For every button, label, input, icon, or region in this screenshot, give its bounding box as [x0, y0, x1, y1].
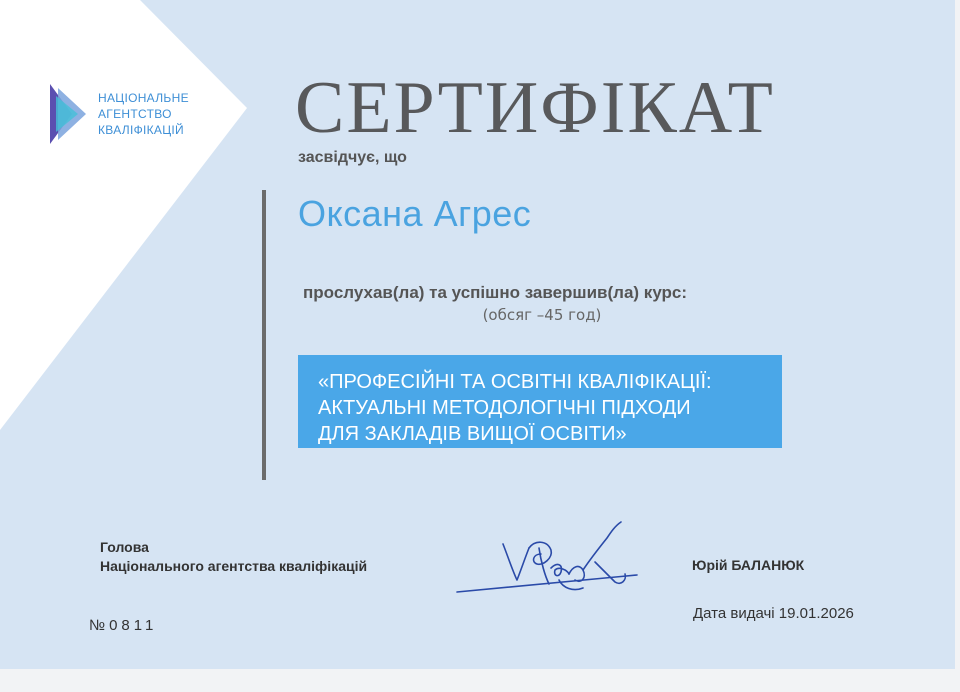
agency-logo — [48, 82, 189, 146]
vertical-divider — [262, 190, 266, 480]
logo-line-1: НАЦІОНАЛЬНЕ — [98, 91, 189, 105]
logo-chevron-icon — [48, 82, 90, 146]
course-volume: (обсяг –45 год) — [482, 306, 602, 324]
signer-name: Юрій БАЛАНЮК — [692, 557, 805, 573]
recipient-name: Оксана Агрес — [298, 193, 532, 234]
handwritten-signature — [455, 518, 640, 598]
certificate-number: №0811 — [89, 617, 158, 634]
issue-date: Дата видачі 19.01.2026 — [693, 605, 854, 622]
logo-line-2: АГЕНТСТВО — [98, 107, 172, 121]
course-title-line-1: «ПРОФЕСІЙНІ ТА ОСВІТНІ КВАЛІФІКАЦІЇ: — [318, 371, 712, 393]
course-title-line-3: ДЛЯ ЗАКЛАДІВ ВИЩОЇ ОСВІТИ» — [318, 423, 627, 445]
signatory-position-line-1: Голова — [100, 539, 149, 555]
certificate-title: СЕРТИФІКАТ — [295, 67, 775, 149]
completed-text: прослухав(ла) та успішно завершив(ла) курс: — [303, 283, 688, 302]
course-title-box — [298, 355, 782, 448]
logo-line-3: КВАЛІФІКАЦІЙ — [98, 123, 184, 137]
logo-text — [98, 90, 189, 138]
course-title-line-2: АКТУАЛЬНІ МЕТОДОЛОГІЧНІ ПІДХОДИ — [318, 397, 691, 419]
white-chevron-shape — [0, 0, 250, 430]
signatory-position — [100, 538, 367, 576]
signatory-position-line-2: Національного агентства кваліфікацій — [100, 558, 368, 574]
certifies-text: засвідчує, що — [298, 149, 407, 166]
